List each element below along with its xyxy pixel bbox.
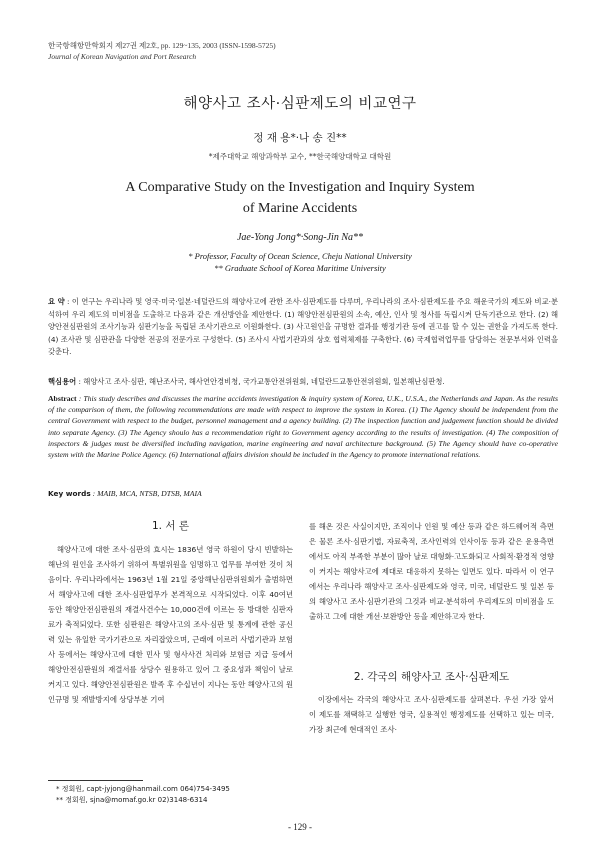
abstract-korean-text: : 이 연구는 우리나라 및 영국·미국·일본·네덜란드의 해양사고에 관한 조사·심판제도를 다루며, 우리나라의 조사·심판제도를 주요 해운국가의 제도와 비교·분석하여 우리 제도의 미비점을 도출하고 다음과 같은 개선방안을 제안한다. (1) 해양안전심판원의 소속, 예산, 인사 및 청사를 독립시켜 단독기관으로 한다. (2) 해양안전심판원의 조사기능과 심판기능을 독립된 조사기관으로 이원화한다. (3) 사고원인을 규명한 결과를 행정기관 등에 권고를 할 수 있는 권한을 가져도록 한다. (4) 조사관 및 심판관을 다양한 전공의 전문가로 구성한다. (5) 조사시 사법기관과의 상호 협력체제를 구축한다. (6) 국제협력업무를 담당하는 전문부서와 인력을 갖춘다. <box>48 297 558 356</box>
section-1-body-right <box>309 519 554 624</box>
page-number: - 129 - <box>288 822 312 832</box>
keywords-korean-text: : 해양사고 조사·심판, 해난조사국, 해사연안경비청, 국가교통안전위원회, 네덜란드교통안전위원회, 일본해난심판청. <box>78 377 445 386</box>
title-english <box>0 177 600 219</box>
section-1-body-left <box>48 542 293 707</box>
abstract-korean-label: 요 약 <box>48 297 65 306</box>
keywords-english <box>48 488 558 500</box>
title-english-line1: A Comparative Study on the Investigation and Inquiry System <box>125 180 475 195</box>
journal-citation: 한국항해항만학회지 제27권 제2호, pp. 129~135, 2003 (ISSN-1598-5725) <box>48 41 276 50</box>
footnotes <box>56 784 230 806</box>
authors-korean: 정 재 용*·나 송 진** <box>253 132 347 144</box>
keywords-korean-label: 핵심용어 <box>48 377 77 386</box>
affiliation-english <box>0 250 600 274</box>
section-2-body <box>309 692 554 737</box>
section-2-heading: 2. 각국의 해양사고 조사·심판제도 <box>353 671 510 683</box>
keywords-korean <box>48 376 558 388</box>
abstract-korean <box>48 296 558 359</box>
section-1-heading: 1. 서 론 <box>152 520 189 532</box>
footnote-divider <box>48 780 143 781</box>
title-english-line2: of Marine Accidents <box>242 201 358 216</box>
footnote-2: ** 정회원, sjna@momaf.go.kr 02)3148-6314 <box>56 796 208 804</box>
affiliation-korean: *제주대학교 해양과학부 교수, **한국해양대학교 대학원 <box>208 152 392 161</box>
journal-header <box>48 40 276 62</box>
keywords-english-text: : MAIB, MCA, NTSB, DTSB, MAIA <box>92 489 202 498</box>
abstract-english-text: : This study describes and discusses the marine accidents investigation & inquiry system of Korea, U.K., U.S.A., the Netherlands and Japan. As the results of the comparison of them, the following recommendations are made with respect to improve the system in Korea. (1) The Agency should be independent from the central Government with respect to the budget, personnel management and a agency building. (2) The inspection function and judgement function should be divided into separate Agency. (3) The Agency shoulo has a recommendation right to Government agency according to the results of investigation. (4) The composition of inspectors & judges must be diversified including navigation, marine engineering and naval architecture background. (5) The Agency should have co-operative system with the Marine Police Agency. (6) International affairs division should be included in the Agency to promote international relations. <box>48 394 558 460</box>
authors-english: Jae-Yong Jong*·Song-Jin Na** <box>236 232 363 243</box>
affiliation-english-line2: ** Graduate School of Korea Maritime University <box>214 263 386 273</box>
journal-name-en: Journal of Korean Navigation and Port Research <box>48 52 197 61</box>
keywords-english-label: Key words <box>48 489 91 498</box>
section-2-paragraph: 이장에서는 각국의 해양사고 조사·심판제도를 살펴본다. 우선 가장 앞서 이 제도를 채택하고 실행한 영국, 실용적인 행정제도를 선택하고 있는 미국, 가장 최근에 현대적인 조사· <box>309 695 554 734</box>
footnote-1: * 정회원, capt-jyjong@hanmail.com 064)754-3495 <box>56 785 230 793</box>
section-1-paragraph: 해양사고에 대한 조사·심판의 효시는 1836년 영국 하원이 당시 빈발하는 해난의 원인을 조사하기 위하여 특별위원을 임명하고 업무를 부여한 것이 처음이다. 우리나라에서는 1963년 1월 21일 중앙해난심판위원회가 출범하면서 해양사고에 대한 조사·심판업무가 본격적으로 시작되었다. 이후 40여년 동안 해양안전심판원의 재결사건수는 10,000건에 이르는 등 방대한 심판자료가 축적되었다. 또한 심판원은 해양사고의 조사·심판 및 통계에 관한 공신력 있는 유일한 국가기관으로 자리잡았으며, 근래에 이르러 사법기관과 보험사 등에서는 해양사고에 대한 민사 및 형사사건 처리와 보험금 지급 등에서 해양안전심판원의 재결서를 상당수 원용하고 있어 그 중요성과 책임이 날로 커지고 있다. 해양안전심판원은 발족 후 수십년이 지나는 동안 해양사고의 원인규명 및 재발방지에 상당부분 기여 <box>48 545 293 704</box>
title-korean: 해양사고 조사·심판제도의 비교연구 <box>183 96 417 112</box>
section-1-paragraph-continued: 를 해온 것은 사실이지만, 조직이나 인원 및 예산 등과 같은 하드웨어적 측면은 물론 조사·심판기법, 자료축적, 조사인력의 인사이동 등과 같은 운용측면에서도 아직 부족한 부분이 많아 날로 대형화·고도화되고 사회적·환경적 영향이 커지는 해양사고에 제대로 대응하지 못하는 일면도 있다. 따라서 이 연구에서는 우리나라 해양사고 조사·심판제도와 영국, 미국, 네덜란드 및 일본 등의 해양사고 조사·심판기관의 그것과 비교·분석하여 우리제도의 미비점을 도출하고 그에 대한 개선·보완방안 등을 제안하고자 한다. <box>309 522 554 621</box>
affiliation-english-line1: * Professor, Faculty of Ocean Science, Cheju National University <box>188 251 412 261</box>
abstract-english-label: Abstract <box>48 394 77 403</box>
abstract-english <box>48 393 558 460</box>
